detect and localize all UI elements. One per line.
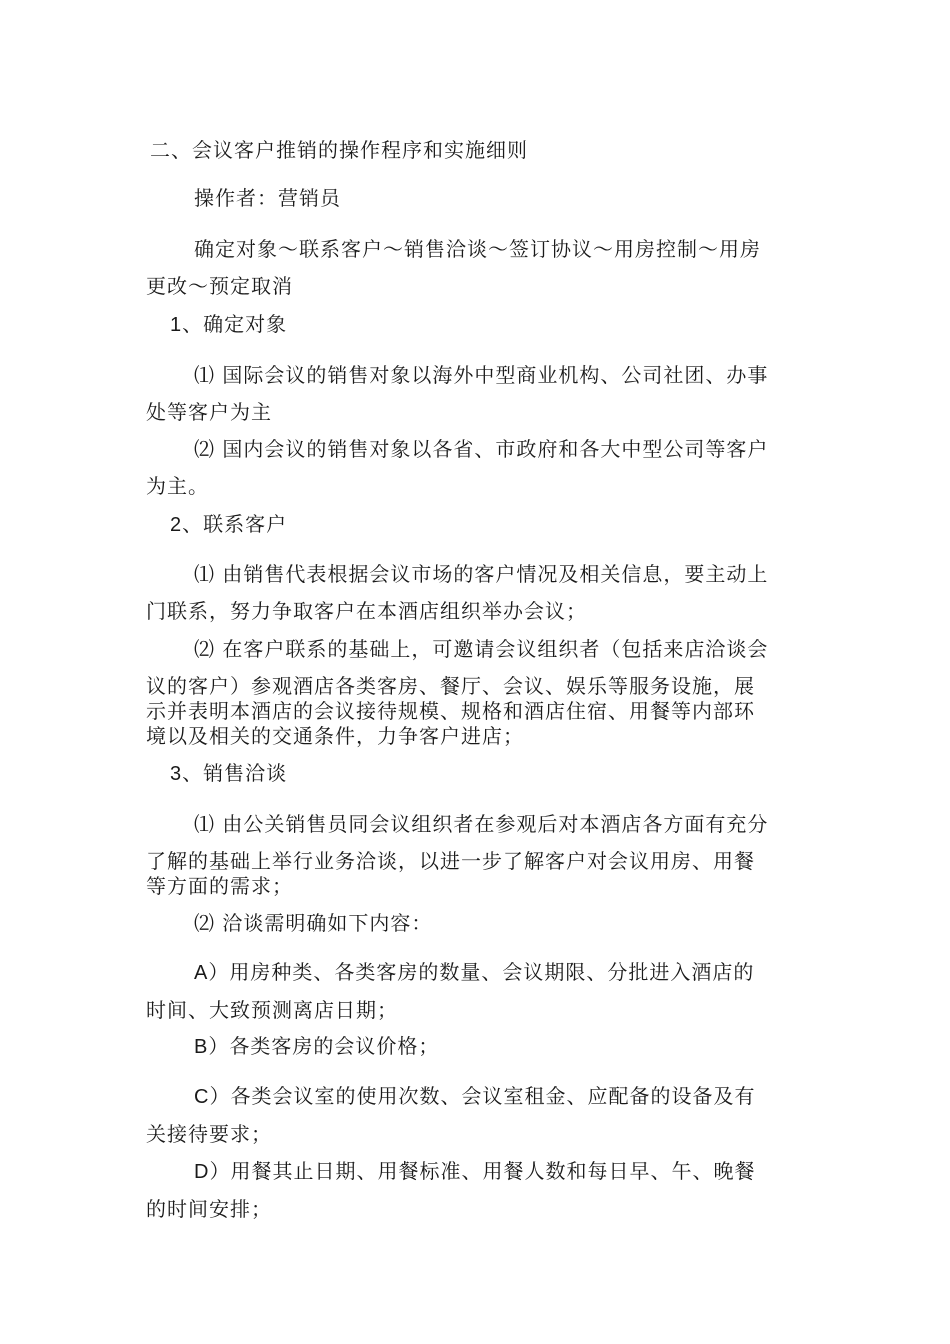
s2-p2-line-2: 议的客户）参观酒店各类客房、餐厅、会议、娱乐等服务设施，展 <box>146 674 755 698</box>
s2-p2-line-3: 示并表明本酒店的会议接待规模、规格和酒店住宿、用餐等内部环 <box>146 699 755 723</box>
section-title: 二、会议客户推销的操作程序和实施细则 <box>150 138 528 162</box>
s1-p2-line-2: 为主。 <box>146 474 209 498</box>
s1-p2-line-1: ⑵ 国内会议的销售对象以各省、市政府和各大中型公司等客户 <box>194 437 769 461</box>
s3-b-line-1: B）各类客房的会议价格； <box>194 1036 440 1058</box>
s2-p1-line-2: 门联系，努力争取客户在本酒店组织举办会议； <box>146 599 587 623</box>
s3-d-line-1: D）用餐其止日期、用餐标准、用餐人数和每日早、午、晚餐 <box>194 1161 756 1183</box>
s3-c-line-2: 关接待要求； <box>146 1122 272 1146</box>
s2-p2-line-1: ⑵ 在客户联系的基础上，可邀请会议组织者（包括来店洽谈会 <box>194 637 769 661</box>
s2-p1-line-1: ⑴ 由销售代表根据会议市场的客户情况及相关信息，要主动上 <box>194 562 769 586</box>
heading-2: 2、联系客户 <box>170 514 288 536</box>
s3-a-line-1: A）用房种类、各类客房的数量、会议期限、分批进入酒店的 <box>194 962 755 984</box>
heading-3: 3、销售洽谈 <box>170 763 288 785</box>
s3-d-line-2: 的时间安排； <box>146 1197 272 1221</box>
flow-line-2: 更改～预定取消 <box>146 274 293 298</box>
heading-1: 1、确定对象 <box>170 314 288 336</box>
s1-p1-line-1: ⑴ 国际会议的销售对象以海外中型商业机构、公司社团、办事 <box>194 363 769 387</box>
s1-p1-line-2: 处等客户为主 <box>146 400 272 424</box>
s3-p1-line-1: ⑴ 由公关销售员同会议组织者在参观后对本酒店各方面有充分 <box>194 812 769 836</box>
flow-line-1: 确定对象～联系客户～销售洽谈～签订协议～用房控制～用房 <box>194 237 761 261</box>
s3-p1-line-3: 等方面的需求； <box>146 874 293 898</box>
operator-line: 操作者：营销员 <box>194 186 341 210</box>
s2-p2-line-4: 境以及相关的交通条件，力争客户进店； <box>146 724 524 748</box>
s3-p2-line-1: ⑵ 洽谈需明确如下内容： <box>194 911 433 935</box>
s3-a-line-2: 时间、大致预测离店日期； <box>146 998 398 1022</box>
s3-c-line-1: C）各类会议室的使用次数、会议室租金、应配备的设备及有 <box>194 1086 756 1108</box>
s3-p1-line-2: 了解的基础上举行业务洽谈，以进一步了解客户对会议用房、用餐 <box>146 849 755 873</box>
